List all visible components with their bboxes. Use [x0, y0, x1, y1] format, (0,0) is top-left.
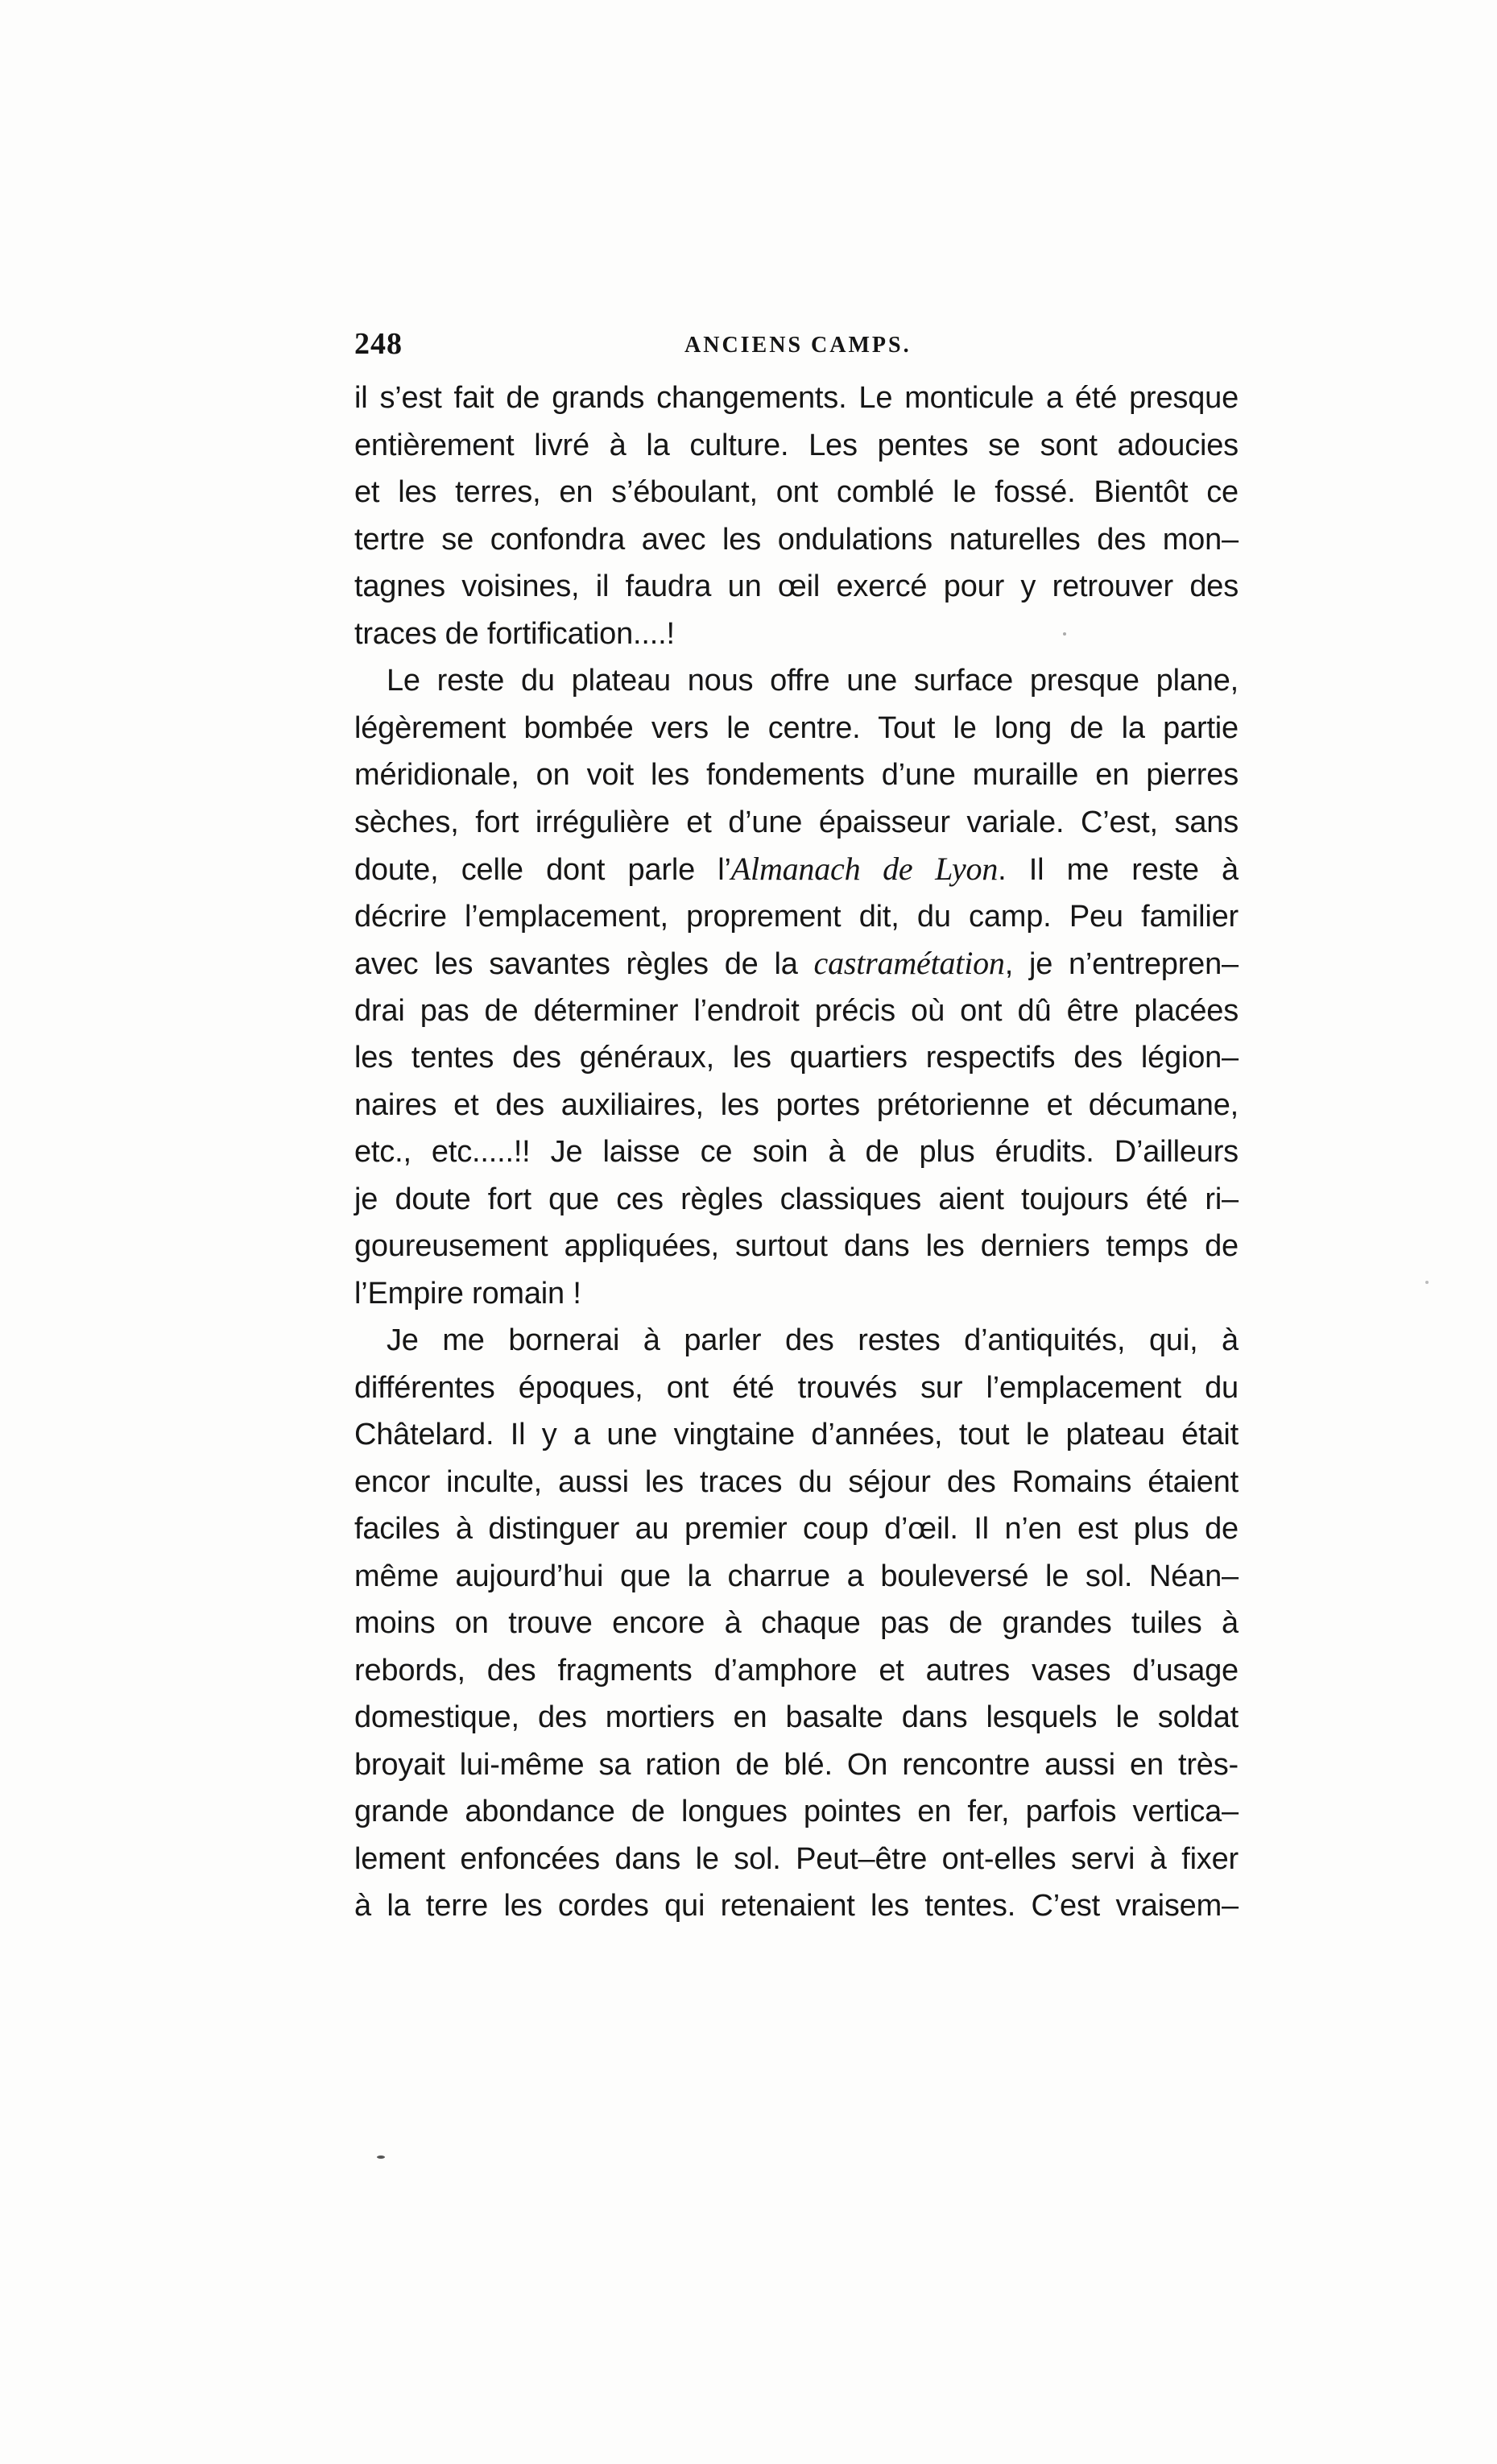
text-line [354, 563, 1239, 611]
text-segment: avec les savantes règles de la [354, 947, 814, 981]
running-head: ANCIENS CAMPS. [684, 333, 912, 358]
text-segment: drai pas de déterminer l’endroit précis où ont dû être placées [354, 993, 1239, 1028]
text-line [354, 1365, 1239, 1412]
text-segment: doute, celle dont parle l’ [354, 853, 731, 887]
text-line [354, 1317, 1239, 1365]
text-segment: sèches, fort irrégulière et d’une épaisseur variale. C’est, sans [354, 805, 1239, 839]
text-segment: légèrement bombée vers le centre. Tout le long de la partie [354, 710, 1239, 745]
text-line [354, 1741, 1239, 1789]
text-segment: tagnes voisines, il faudra un œil exercé pour y retrouver des [354, 569, 1239, 603]
body-text [354, 375, 1239, 1930]
text-segment: et les terres, en s’éboulant, ont comblé le fossé. Bientôt ce [354, 475, 1239, 509]
text-line [354, 705, 1239, 752]
text-line [354, 1836, 1239, 1883]
page-number: 248 [354, 327, 403, 361]
text-segment: Le reste du plateau nous offre une surface presque plane, [387, 664, 1239, 698]
text-line [354, 516, 1239, 564]
text-segment: même aujourd’hui que la charrue a bouleversé le sol. Néan– [354, 1559, 1239, 1593]
text-line [354, 469, 1239, 516]
text-segment: différentes époques, ont été trouvés sur l’emplacement du [354, 1370, 1239, 1405]
text-segment: je doute fort que ces règles classiques aient toujours été ri– [354, 1182, 1239, 1216]
text-segment: etc., etc.....!! Je laisse ce soin à de plus érudits. D’ailleurs [354, 1135, 1239, 1169]
text-segment: traces de fortification....! [354, 616, 675, 651]
text-segment: broyait lui-même sa ration de blé. On rencontre aussi en très- [354, 1747, 1239, 1782]
text-line [354, 1176, 1239, 1224]
text-segment: encor inculte, aussi les traces du séjour des Romains étaient [354, 1464, 1239, 1499]
text-line [354, 799, 1239, 847]
italic-text: Almanach de Lyon [730, 851, 999, 887]
text-line [354, 1411, 1239, 1459]
text-line [354, 1600, 1239, 1647]
text-segment: méridionale, on voit les fondements d’une muraille en pierres [354, 758, 1239, 792]
text-line [354, 940, 1239, 988]
text-line [354, 611, 1239, 658]
text-line [354, 1694, 1239, 1741]
text-line [354, 893, 1239, 941]
text-line [354, 1223, 1239, 1270]
page-header [354, 326, 1239, 366]
text-segment: goureusement appliquées, surtout dans les derniers temps de [354, 1229, 1239, 1263]
text-line [354, 1553, 1239, 1601]
text-line [354, 1034, 1239, 1082]
text-line [354, 375, 1239, 422]
text-segment: , je n’entrepren– [1004, 947, 1239, 981]
text-line [354, 1459, 1239, 1506]
text-line [354, 1882, 1239, 1930]
italic-text: castramétation [813, 945, 1005, 981]
text-line [354, 846, 1239, 893]
text-line [354, 1128, 1239, 1176]
text-segment: naires et des auxiliaires, les portes prétorienne et décumane, [354, 1087, 1239, 1122]
text-segment: l’Empire romain ! [354, 1276, 581, 1311]
text-line [354, 1788, 1239, 1836]
text-segment: Je me bornerai à parler des restes d’antiquités, qui, à [387, 1323, 1239, 1357]
text-segment: tertre se confondra avec les ondulations naturelles des mon– [354, 522, 1239, 557]
text-segment: à la terre les cordes qui retenaient les tentes. C’est vraisem– [354, 1889, 1239, 1923]
scan-speck [1063, 632, 1066, 636]
text-segment: . Il me reste à [998, 853, 1239, 887]
text-segment: moins on trouve encore à chaque pas de grandes tuiles à [354, 1606, 1239, 1640]
text-line [354, 422, 1239, 470]
text-segment: lement enfoncées dans le sol. Peut–être ont-elles servi à fixer [354, 1841, 1239, 1876]
text-segment: Châtelard. Il y a une vingtaine d’années, tout le plateau était [354, 1418, 1239, 1451]
text-line [354, 657, 1239, 705]
text-line [354, 988, 1239, 1035]
text-segment: les tentes des généraux, les quartiers respectifs des légion– [354, 1041, 1239, 1075]
text-segment: rebords, des fragments d’amphore et autres vases d’usage [354, 1653, 1239, 1688]
text-segment: entièrement livré à la culture. Les pentes se sont adoucies [354, 428, 1239, 462]
text-line [354, 1082, 1239, 1129]
text-segment: domestique, des mortiers en basalte dans lesquels le soldat [354, 1700, 1239, 1734]
text-segment: grande abondance de longues pointes en fer, parfois vertica– [354, 1795, 1239, 1828]
text-line [354, 1647, 1239, 1695]
text-line [354, 752, 1239, 799]
text-line [354, 1270, 1239, 1318]
text-segment: décrire l’emplacement, proprement dit, du camp. Peu familier [354, 899, 1239, 934]
text-segment: il s’est fait de grands changements. Le monticule a été presque [354, 381, 1239, 415]
scan-speck [1425, 1281, 1429, 1284]
text-segment: faciles à distinguer au premier coup d’œil. Il n’en est plus de [354, 1512, 1239, 1546]
scan-speck [377, 2155, 385, 2159]
text-line [354, 1505, 1239, 1553]
